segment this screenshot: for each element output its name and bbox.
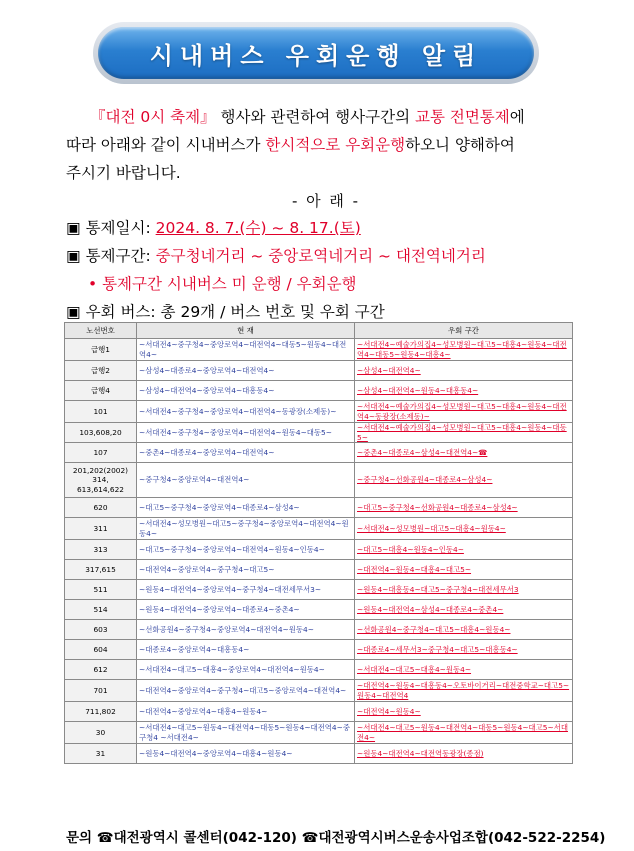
route-number-cell: 107 <box>65 443 137 463</box>
route-number-cell: 311 <box>65 518 137 540</box>
table-row <box>65 560 573 580</box>
current-route-cell: ~원동4~대전역4~중앙로역4~대흥4~원동4~ <box>137 744 355 764</box>
bullet-mark: ▣ <box>66 303 81 321</box>
table-row <box>65 401 573 423</box>
route-number-cell: 30 <box>65 722 137 744</box>
contact-footer: 문의 ☎대전광역시 콜센터(042-120) ☎대전광역시버스운송사업조합(042-522-2254) <box>66 830 606 846</box>
current-route-cell: ~서대전4~중구청4~중앙로역4~대전역4~동광장(소제동)~ <box>137 401 355 423</box>
route-number-cell: 급행1 <box>65 339 137 361</box>
control-note: • 통제구간 시내버스 미 운행 / 우회운행 <box>88 275 357 293</box>
current-route-cell: ~대종로4~중앙로역4~대흥동4~ <box>137 640 355 660</box>
closure-text: 교통 전면통제 <box>414 108 510 126</box>
route-number-cell: 313 <box>65 540 137 560</box>
current-route-cell: ~선화공원4~중구청4~중앙로역4~대전역4~원동4~ <box>137 620 355 640</box>
detour-route-cell: ~서대전4~예술가의집4~성모병원~대고5~대흥4~원동4~대동5~ <box>355 423 573 443</box>
detour-route-cell: ~대전역4~원동4~ <box>355 702 573 722</box>
table-row <box>65 680 573 702</box>
current-route-cell: ~서대전4~성모병원~대고5~중구청4~중앙로역4~대전역4~원동4~ <box>137 518 355 540</box>
bullet-mark: ▣ <box>66 219 81 237</box>
detour-route-cell: ~대전역4~원동4~대흥4~대고5~ <box>355 560 573 580</box>
current-route-cell: ~중촌4~대종로4~중앙로역4~대전역4~ <box>137 443 355 463</box>
table-row <box>65 518 573 540</box>
page-title: 시내버스 우회운행 알림 <box>149 41 483 70</box>
intro-text: 하오니 양해하여 <box>405 136 515 154</box>
table-row <box>65 722 573 744</box>
detour-route-cell: ~대고5~대흥4~원동4~인동4~ <box>355 540 573 560</box>
header-current: 현 재 <box>137 323 355 339</box>
current-route-cell: ~중구청4~중앙로역4~대전역4~ <box>137 463 355 498</box>
table-row <box>65 381 573 401</box>
detour-route-cell: ~삼성4~대전역4~ <box>355 361 573 381</box>
detour-route-cell: ~삼성4~대전역4~원동4~대흥동4~ <box>355 381 573 401</box>
current-route-cell: ~대전역4~중앙로역4~중구청4~대고5~중앙로역4~대전역4~ <box>137 680 355 702</box>
table-row <box>65 580 573 600</box>
route-number-cell: 103,608,20 <box>65 423 137 443</box>
title-banner <box>93 22 539 84</box>
table-row <box>65 620 573 640</box>
current-route-cell: ~삼성4~대종로4~중앙로역4~대전역4~ <box>137 361 355 381</box>
current-route-cell: ~서대전4~중구청4~중앙로역4~대전역4~대동5~원동4~대전역4~ <box>137 339 355 361</box>
route-number-cell: 612 <box>65 660 137 680</box>
route-number-cell: 201,202(2002) 314, 613,614,622 <box>65 463 137 498</box>
current-route-cell: ~서대전4~대고5~원동4~대전역4~대동5~원동4~대전역4~중구청4 ~서대전4~ <box>137 722 355 744</box>
temporary-text: 한시적으로 <box>265 136 341 154</box>
route-number-cell: 511 <box>65 580 137 600</box>
route-number-cell: 701 <box>65 680 137 702</box>
control-area-label: 통제구간: <box>80 247 156 265</box>
table-row <box>65 423 573 443</box>
detour-route-cell: ~서대전4~대고5~원동4~대전역4~대동5~원동4~대고5~서대전4~ <box>355 722 573 744</box>
route-number-cell: 603 <box>65 620 137 640</box>
intro-text: 에 <box>509 108 525 126</box>
header-detour: 우회 구간 <box>355 323 573 339</box>
detour-bus-summary <box>66 300 385 322</box>
detour-route-cell: ~원동4~대전역4~삼성4~대종로4~중촌4~ <box>355 600 573 620</box>
detour-route-cell: ~서대전4~대고5~대흥4~원동4~ <box>355 660 573 680</box>
detour-route-cell: ~원동4~대흥동4~대고5~중구청4~대전세무서3 <box>355 580 573 600</box>
detour-route-cell: ~대전역4~원동4~대흥동4~오토바이거리~대전중학교~대고5~원동4~대전역4 <box>355 680 573 702</box>
table-row <box>65 498 573 518</box>
detour-route-cell: ~대종로4~세무서3~중구청4~대고5~대흥동4~ <box>355 640 573 660</box>
table-row <box>65 540 573 560</box>
table-row <box>65 443 573 463</box>
table-row <box>65 463 573 498</box>
intro-text: 행사와 관련하여 행사구간의 <box>215 108 415 126</box>
route-number-cell: 급행2 <box>65 361 137 381</box>
separator: - 아 래 - <box>291 192 361 210</box>
current-route-cell: ~대전역4~중앙로역4~대흥4~원동4~ <box>137 702 355 722</box>
route-number-cell: 101 <box>65 401 137 423</box>
route-number-cell: 514 <box>65 600 137 620</box>
header-route-number: 노선번호 <box>65 323 137 339</box>
table-row <box>65 744 573 764</box>
table-row <box>65 702 573 722</box>
table-row <box>65 339 573 361</box>
table-row <box>65 600 573 620</box>
title-banner-inner <box>98 27 534 79</box>
detour-route-cell: ~원동4~대전역4~대전역동광장(종점) <box>355 744 573 764</box>
detour-bus-label: 우회 버스: 총 29개 / 버스 번호 및 우회 구간 <box>80 303 385 321</box>
detour-route-cell: ~대고5~중구청4~선화공원4~대종로4~삼성4~ <box>355 498 573 518</box>
table-row <box>65 640 573 660</box>
route-number-cell: 31 <box>65 744 137 764</box>
route-number-cell: 317,615 <box>65 560 137 580</box>
intro-line-1 <box>66 103 586 131</box>
current-route-cell: ~서대전4~대고5~대흥4~중앙로역4~대전역4~원동4~ <box>137 660 355 680</box>
table-row <box>65 361 573 381</box>
control-date <box>66 216 361 238</box>
current-route-cell: ~원동4~대전역4~중앙로역4~대종로4~중촌4~ <box>137 600 355 620</box>
current-route-cell: ~대전역4~중앙로역4~중구청4~대고5~ <box>137 560 355 580</box>
event-name: 『대전 0시 축제』 <box>90 108 216 126</box>
detour-text: 우회운행 <box>345 136 406 154</box>
control-date-value: 2024. 8. 7.(수) ~ 8. 17.(토) <box>155 219 361 237</box>
current-route-cell: ~대고5~중구청4~중앙로역4~대전역4~원동4~인동4~ <box>137 540 355 560</box>
current-route-cell: ~대고5~중구청4~중앙로역4~대종로4~삼성4~ <box>137 498 355 518</box>
intro-text: 따라 아래와 같이 시내버스가 <box>66 136 266 154</box>
detour-route-cell: ~선화공원4~중구청4~대고5~대흥4~원동4~ <box>355 620 573 640</box>
detour-route-table <box>64 322 573 764</box>
current-route-cell: ~원동4~대전역4~중앙로역4~중구청4~대전세무서3~ <box>137 580 355 600</box>
detour-route-cell: ~서대전4~예술가의집4~성모병원~대고5~대흥4~원동4~대전역4~대동5~원동4~대흥4~ <box>355 339 573 361</box>
intro-paragraph <box>66 103 586 187</box>
current-route-cell: ~서대전4~중구청4~중앙로역4~대전역4~원동4~대동5~ <box>137 423 355 443</box>
detour-route-cell: ~서대전4~성모병원~대고5~대흥4~원동4~ <box>355 518 573 540</box>
route-number-cell: 620 <box>65 498 137 518</box>
bullet-mark: ▣ <box>66 247 81 265</box>
intro-line-3: 주시기 바랍니다. <box>66 164 181 182</box>
detour-route-cell: ~중촌4~대종로4~삼성4~대전역4~☎ <box>355 443 573 463</box>
route-number-cell: 급행4 <box>65 381 137 401</box>
route-number-cell: 711,802 <box>65 702 137 722</box>
intro-line-2 <box>66 131 586 159</box>
control-date-label: 통제일시: <box>80 219 156 237</box>
detour-route-cell: ~중구청4~선화공원4~대종로4~삼성4~ <box>355 463 573 498</box>
table-header-row <box>65 323 573 339</box>
detour-route-cell: ~서대전4~예술가의집4~성모병원~대고5~대흥4~원동4~대전역4~동광장(소제동)~ <box>355 401 573 423</box>
route-number-cell: 604 <box>65 640 137 660</box>
control-area-value: 중구청네거리 ~ 중앙로역네거리 ~ 대전역네거리 <box>155 247 486 265</box>
current-route-cell: ~삼성4~대전역4~중앙로역4~대흥동4~ <box>137 381 355 401</box>
control-area <box>66 244 486 266</box>
table-row <box>65 660 573 680</box>
